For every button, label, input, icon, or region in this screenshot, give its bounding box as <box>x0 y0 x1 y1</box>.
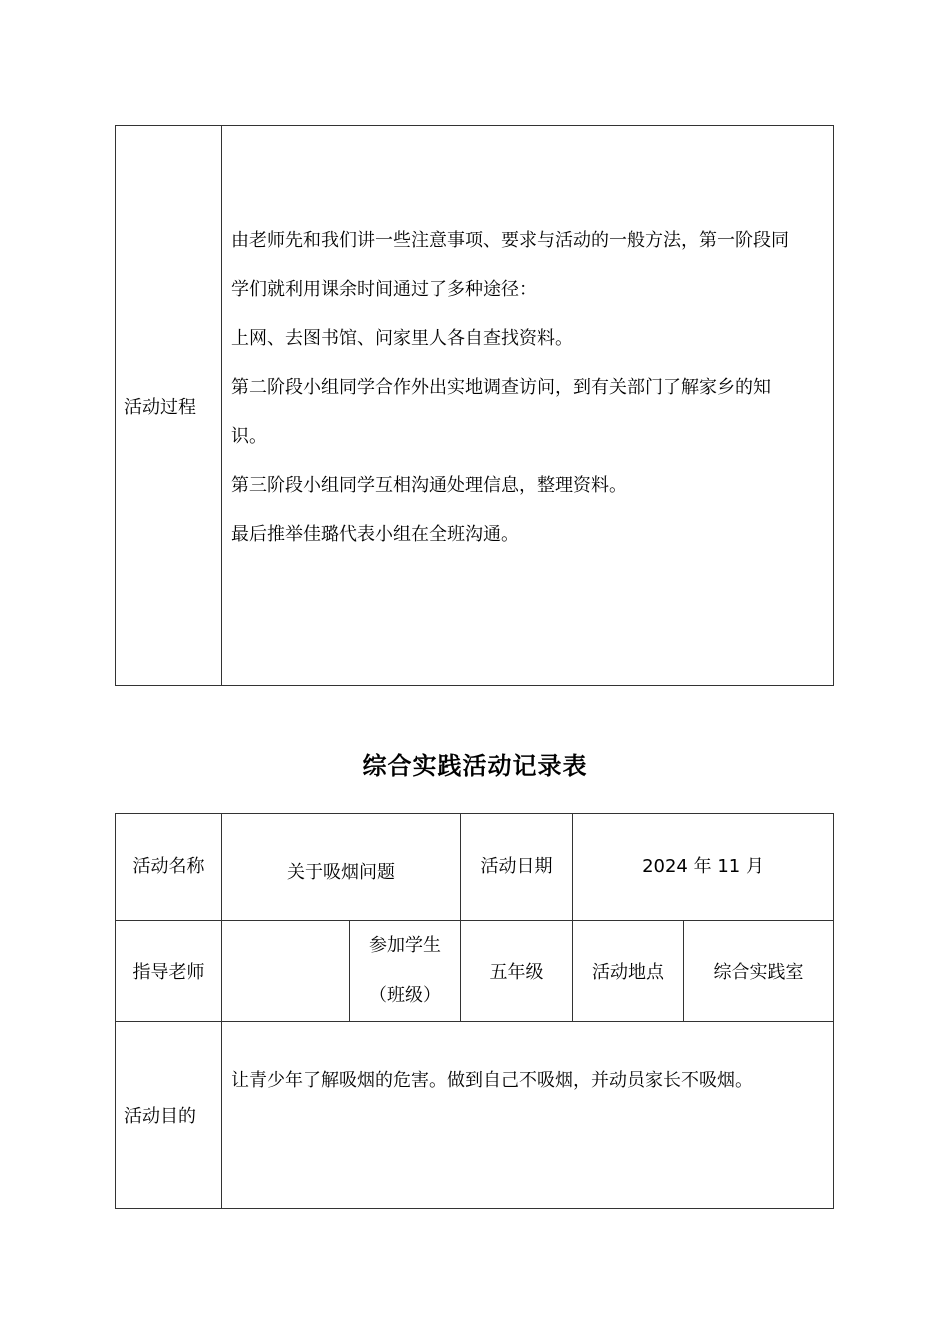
activity-process-table <box>115 125 834 686</box>
table-row <box>116 1022 834 1209</box>
instructor-label: 指导老师 <box>116 921 222 1022</box>
activity-date-value: 2024 年 11 月 <box>573 814 834 921</box>
process-line: 最后推举佳璐代表小组在全班沟通。 <box>231 524 519 545</box>
location-label: 活动地点 <box>573 921 684 1022</box>
participants-label <box>350 921 461 1022</box>
process-line: 由老师先和我们讲一些注意事项、要求与活动的一般方法，第一阶段同 <box>231 230 789 251</box>
process-line: 第二阶段小组同学合作外出实地调查访问，到有关部门了解家乡的知 <box>231 377 771 398</box>
participants-label-line: （班级） <box>369 985 441 1006</box>
process-line: 第三阶段小组同学互相沟通处理信息，整理资料。 <box>231 475 627 496</box>
table-row <box>116 921 834 1022</box>
participants-label-line: 参加学生 <box>369 935 441 956</box>
activity-name-value: 关于吸烟问题 <box>222 814 461 921</box>
activity-date-label: 活动日期 <box>461 814 573 921</box>
form-title: 综合实践活动记录表 <box>362 752 588 780</box>
participants-value: 五年级 <box>461 921 573 1022</box>
instructor-value <box>222 921 350 1022</box>
activity-purpose-label: 活动目的 <box>116 1022 222 1209</box>
process-line: 学们就利用课余时间通过了多种途径： <box>231 279 537 300</box>
activity-record-table <box>115 813 834 1209</box>
activity-process-label: 活动过程 <box>116 126 222 686</box>
process-line: 上网、去图书馆、问家里人各自查找资料。 <box>231 328 573 349</box>
location-value: 综合实践室 <box>684 921 834 1022</box>
activity-name-label: 活动名称 <box>116 814 222 921</box>
table-row <box>116 814 834 921</box>
activity-purpose-value: 让青少年了解吸烟的危害。做到自己不吸烟，并动员家长不吸烟。 <box>222 1022 834 1209</box>
process-line: 识。 <box>231 426 267 447</box>
activity-process-content <box>222 126 834 686</box>
